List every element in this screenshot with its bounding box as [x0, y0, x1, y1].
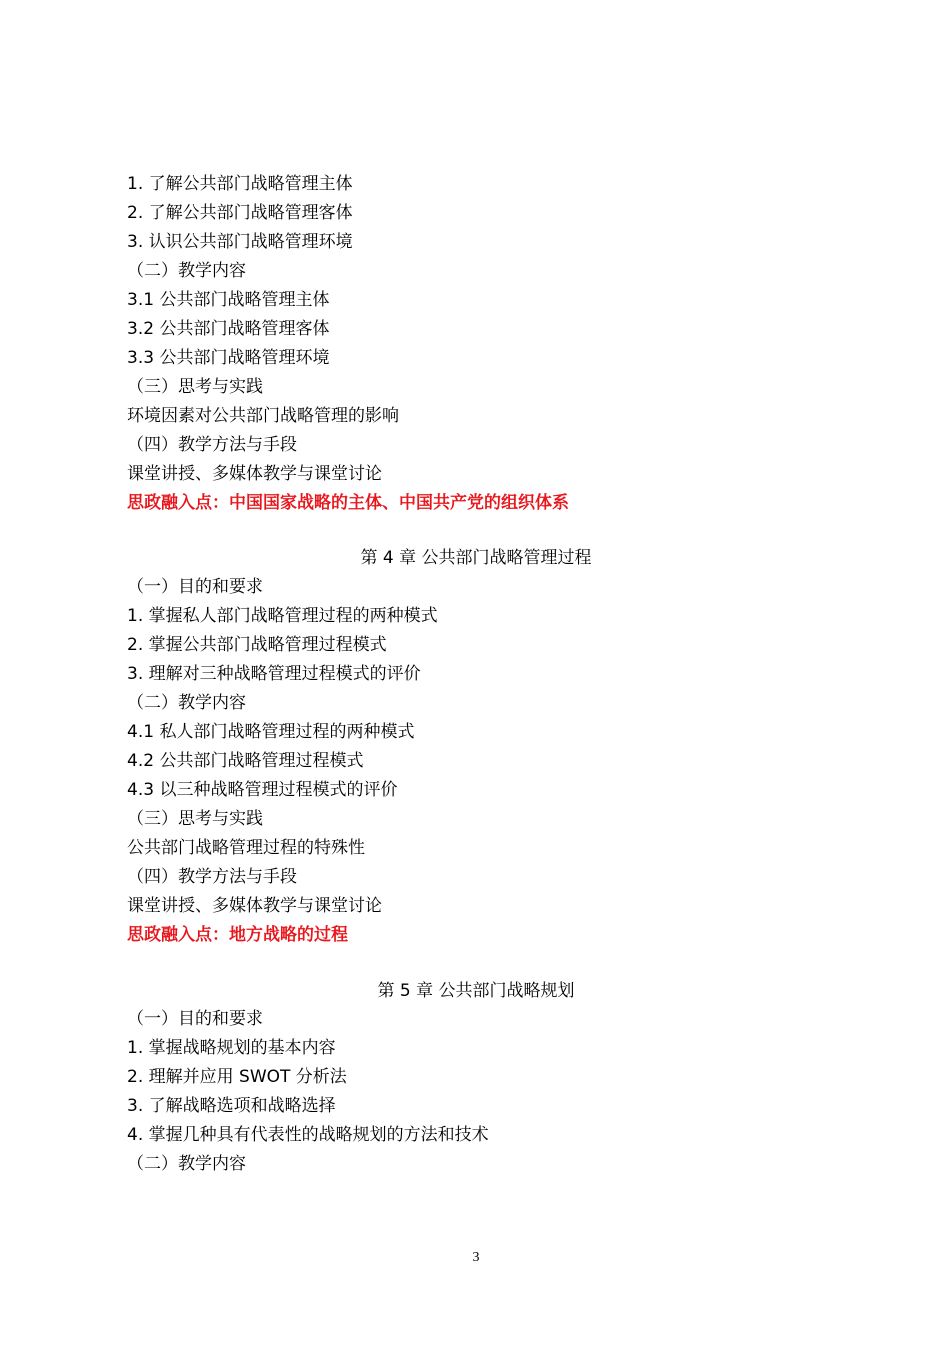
subsection-heading: （四）教学方法与手段: [127, 435, 297, 455]
text-line: 1. 掌握私人部门战略管理过程的两种模式: [127, 606, 438, 626]
text-line: 3.1 公共部门战略管理主体: [127, 290, 330, 310]
text-line: 3. 认识公共部门战略管理环境: [127, 232, 353, 252]
subsection-heading: （三）思考与实践: [127, 377, 263, 397]
subsection-heading: （一）目的和要求: [127, 577, 263, 597]
subsection-heading: （二）教学内容: [127, 693, 246, 713]
text-line: 1. 了解公共部门战略管理主体: [127, 174, 353, 194]
subsection-heading: （三）思考与实践: [127, 809, 263, 829]
text-line: 2. 了解公共部门战略管理客体: [127, 203, 353, 223]
text-line: 课堂讲授、多媒体教学与课堂讨论: [127, 464, 382, 484]
ideology-integration-note: 思政融入点：中国国家战略的主体、中国共产党的组织体系: [127, 493, 569, 513]
subsection-heading: （二）教学内容: [127, 261, 246, 281]
chapter4-body: [127, 573, 827, 950]
chapter5-title: 第 5 章 公共部门战略规划: [377, 981, 575, 1001]
text-line: 公共部门战略管理过程的特殊性: [127, 838, 365, 858]
chapter5-body: [127, 1005, 827, 1179]
text-line: 4. 掌握几种具有代表性的战略规划的方法和技术: [127, 1125, 489, 1145]
subsection-heading: （二）教学内容: [127, 1154, 246, 1174]
text-line: 4.2 公共部门战略管理过程模式: [127, 751, 364, 771]
subsection-heading: （四）教学方法与手段: [127, 867, 297, 887]
text-line: 4.1 私人部门战略管理过程的两种模式: [127, 722, 415, 742]
text-line: 3.2 公共部门战略管理客体: [127, 319, 330, 339]
text-line: 环境因素对公共部门战略管理的影响: [127, 406, 399, 426]
text-line: 4.3 以三种战略管理过程模式的评价: [127, 780, 398, 800]
text-line: 2. 理解并应用 SWOT 分析法: [127, 1067, 347, 1087]
text-line: 3.3 公共部门战略管理环境: [127, 348, 330, 368]
chapter4-title: 第 4 章 公共部门战略管理过程: [360, 548, 592, 568]
subsection-heading: （一）目的和要求: [127, 1009, 263, 1029]
page-number: 3: [472, 1250, 480, 1265]
text-line: 1. 掌握战略规划的基本内容: [127, 1038, 336, 1058]
text-line: 3. 理解对三种战略管理过程模式的评价: [127, 664, 421, 684]
text-line: 2. 掌握公共部门战略管理过程模式: [127, 635, 387, 655]
chapter3-continuation: [127, 170, 827, 518]
ideology-integration-note: 思政融入点：地方战略的过程: [127, 925, 348, 945]
text-line: 3. 了解战略选项和战略选择: [127, 1096, 336, 1116]
text-line: 课堂讲授、多媒体教学与课堂讨论: [127, 896, 382, 916]
